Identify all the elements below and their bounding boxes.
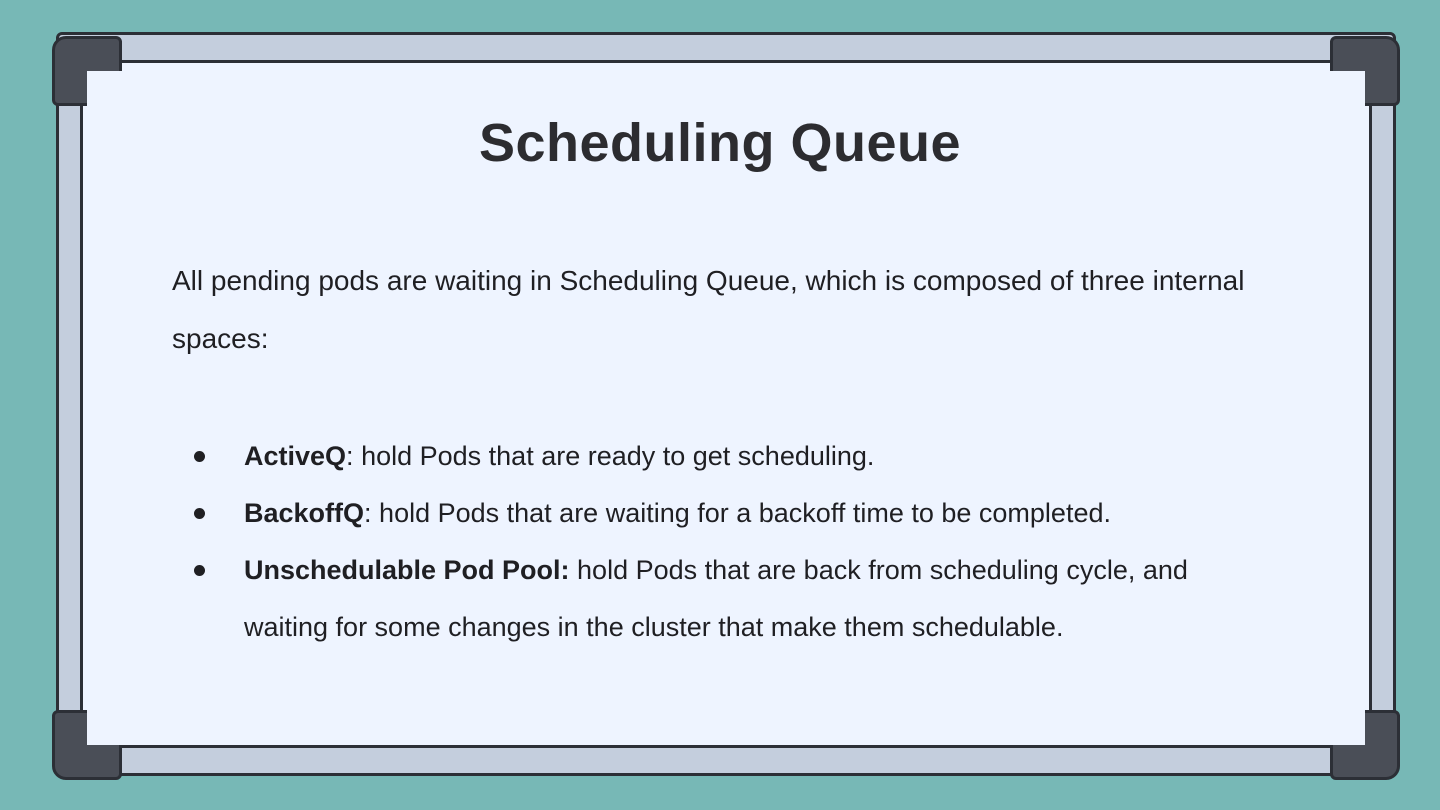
bullet-text: hold Pods that are waiting for a backoff time to be completed. [371, 498, 1111, 528]
bullet-dot-icon [194, 508, 205, 519]
bullet-term: ActiveQ [244, 441, 347, 471]
bullet-item-activeq [190, 428, 1250, 485]
slide-title: Scheduling Queue [478, 113, 962, 173]
bullet-text: hold Pods that are ready to get scheduling. [353, 441, 875, 471]
bullet-term: Unschedulable Pod Pool: [244, 555, 570, 585]
bullet-list [190, 428, 1250, 656]
bullet-item-unschedulable-pool [190, 542, 1250, 656]
bullet-dot-icon [194, 451, 205, 462]
bullet-separator: : [346, 441, 354, 471]
intro-paragraph: All pending pods are waiting in Scheduling Queue, which is composed of three internal spaces: [172, 265, 1245, 354]
bullet-separator: : [364, 498, 372, 528]
bullet-term: BackoffQ [244, 498, 365, 528]
bullet-text: hold Pods that are back from scheduling cycle, and waiting for some changes in the cluster that make them schedulable. [244, 555, 1188, 642]
bullet-item-backoffq [190, 485, 1250, 542]
bullet-dot-icon [194, 565, 205, 576]
